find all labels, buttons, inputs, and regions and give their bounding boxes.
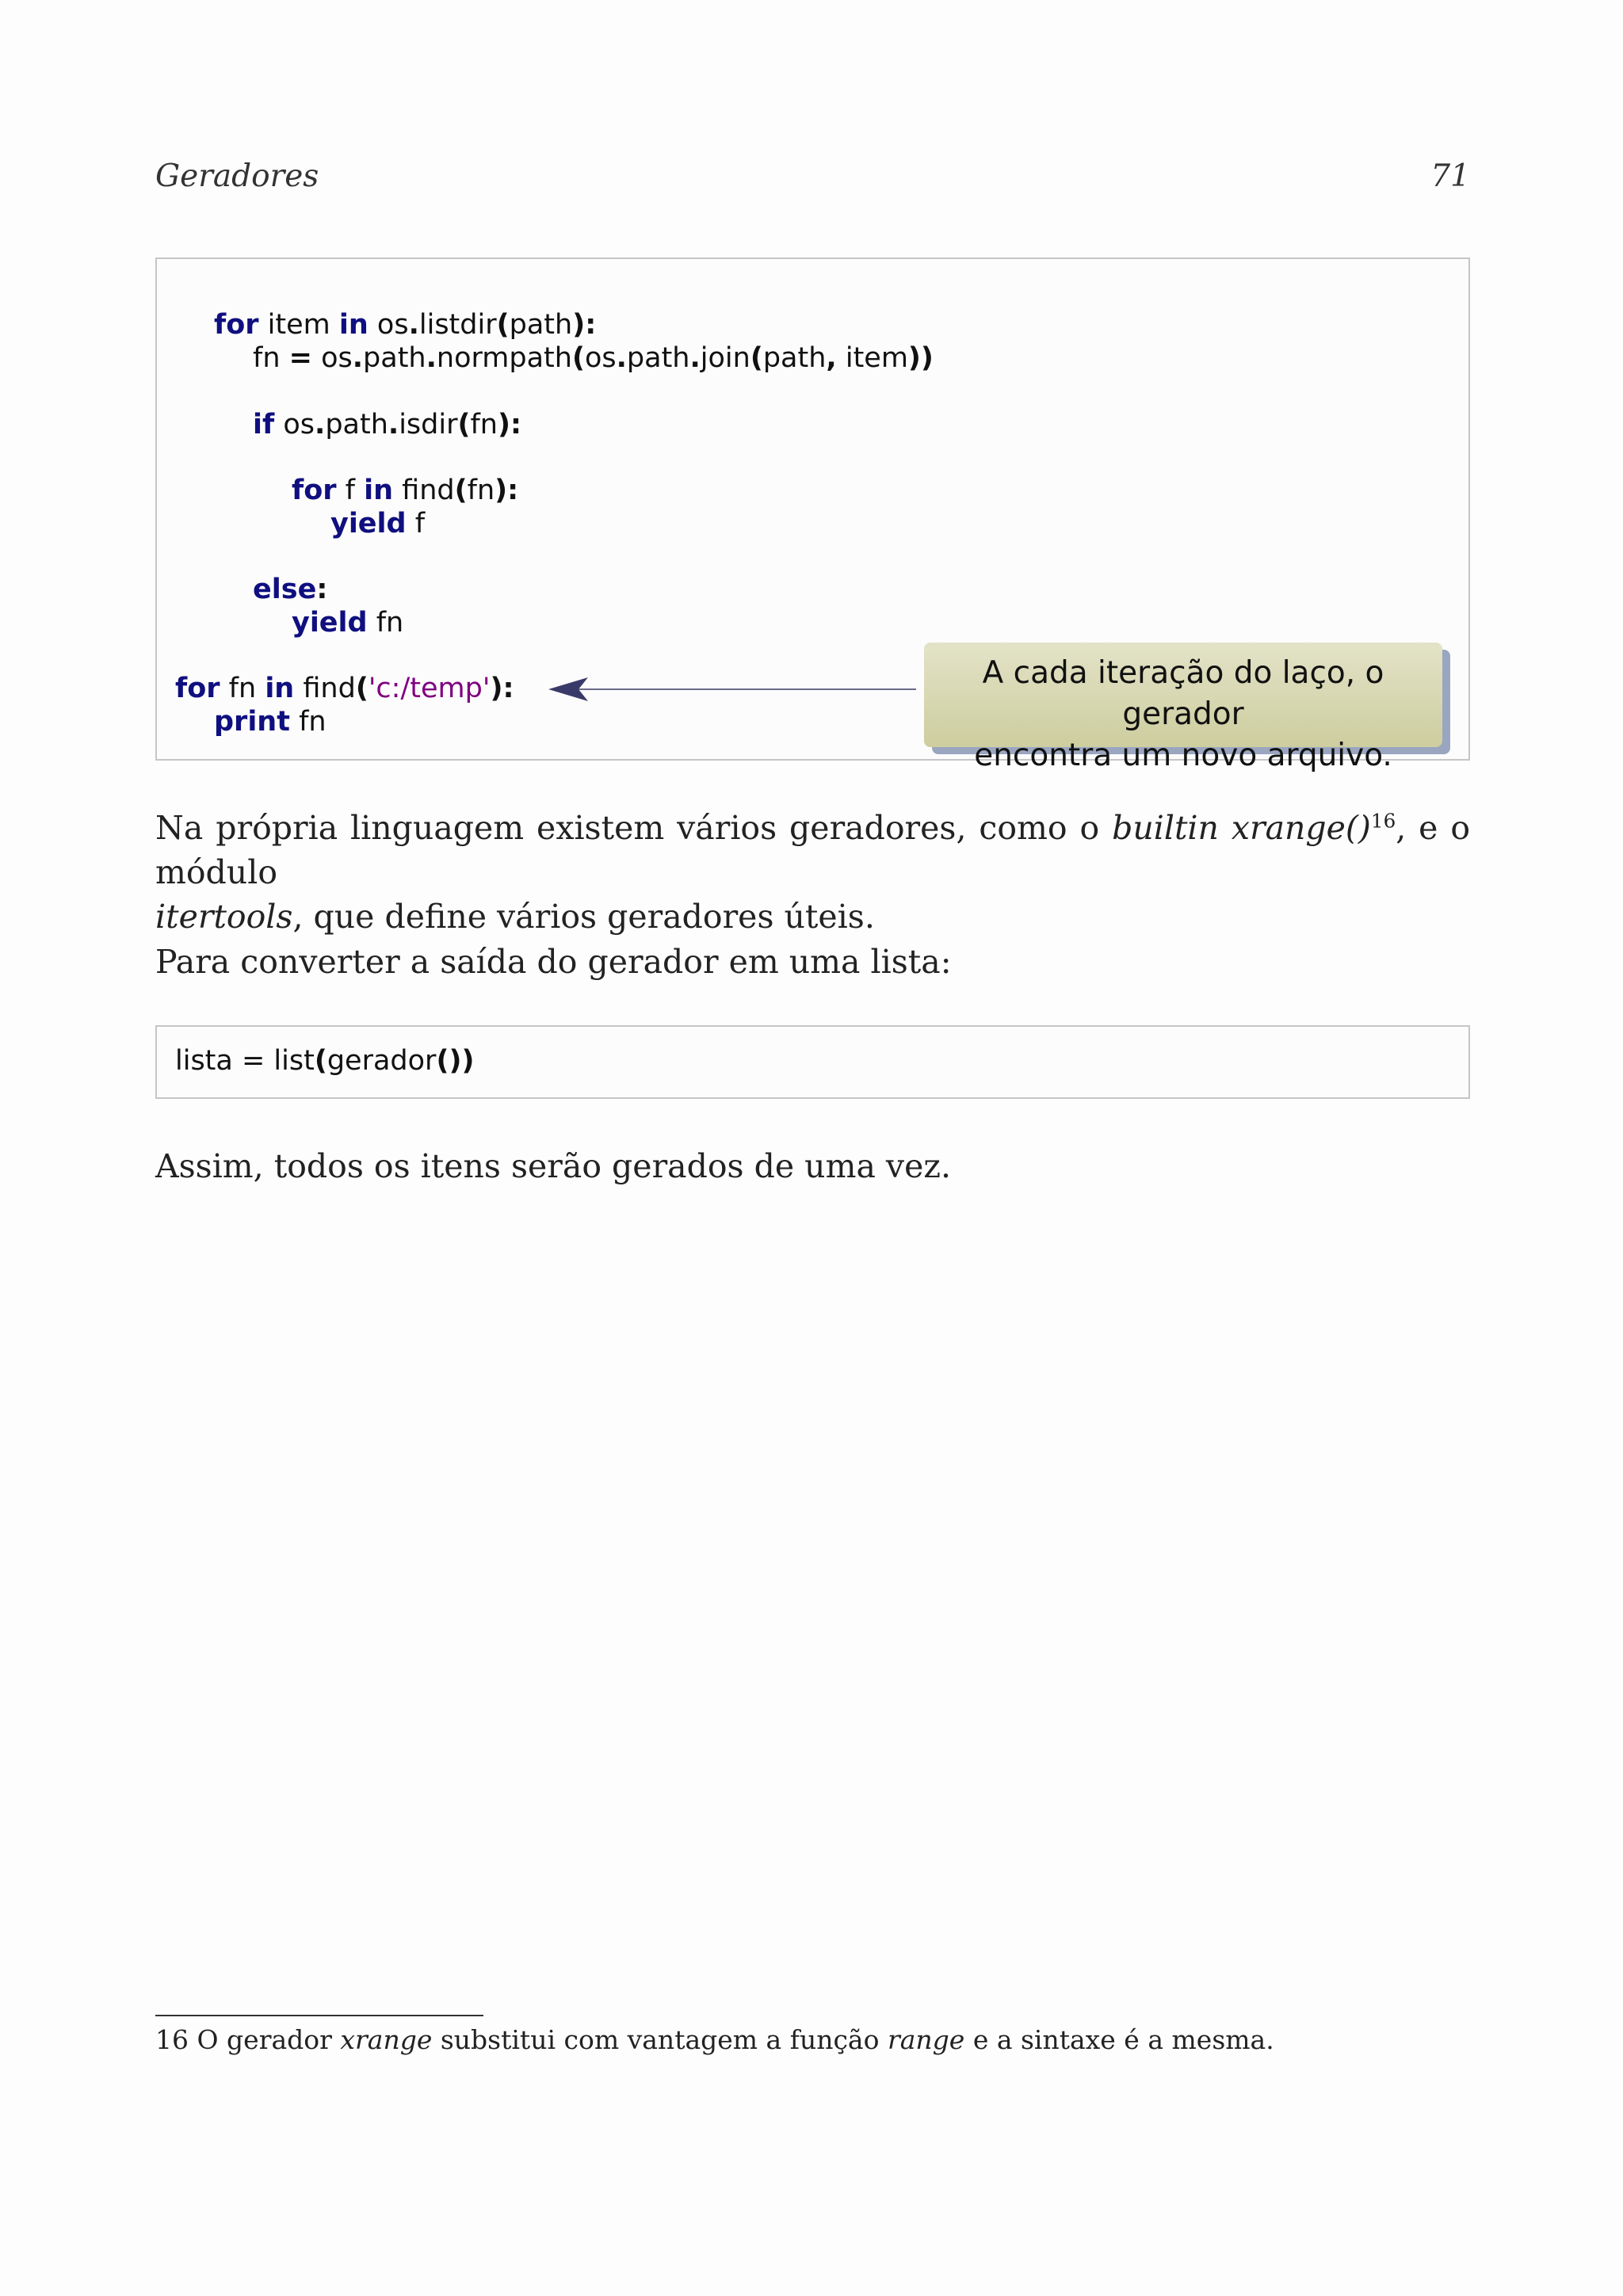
page-number: 71 (1430, 158, 1470, 194)
footnote-ref: 16 (1370, 809, 1396, 833)
code-line: yield fn (292, 607, 404, 639)
code-line: fn = os.path.normpath(os.path.join(path, item)) (253, 342, 934, 374)
callout-note (924, 643, 1442, 773)
code-line: if os.path.isdir(fn): (253, 409, 521, 441)
code-line: else: (253, 574, 328, 605)
paragraph-line: Na própria linguagem existem vários geradores, como o builtin xrange()$^{16}$, e o módulo (155, 809, 1470, 891)
code-line: lista = list(gerador()) (175, 1045, 475, 1077)
footnote: 16 O gerador xrange substitui com vantagem a função range e a sintaxe é a mesma. (155, 2024, 1274, 2055)
code-line: print fn (214, 706, 327, 738)
running-title: Geradores (155, 158, 319, 194)
code-line: for item in os.listdir(path): (214, 309, 597, 341)
callout-line: encontra um novo arquivo. (974, 738, 1392, 773)
footnote-rule (155, 2015, 483, 2016)
body-paragraph: Para converter a saída do gerador em uma lista: (155, 943, 952, 981)
code-line: for f in find(fn): (292, 475, 519, 506)
body-paragraph (155, 806, 1470, 939)
paragraph-line: itertools, que define vários geradores úteis. (155, 898, 875, 936)
code-line: yield f (330, 508, 426, 540)
body-paragraph: Assim, todos os itens serão gerados de uma vez. (155, 1147, 951, 1185)
callout-arrow (547, 669, 927, 709)
code-listing (155, 1025, 1470, 1099)
code-line: for fn in find('c:/temp'): (175, 673, 514, 704)
callout-line: A cada iteração do laço, o gerador (982, 655, 1384, 732)
